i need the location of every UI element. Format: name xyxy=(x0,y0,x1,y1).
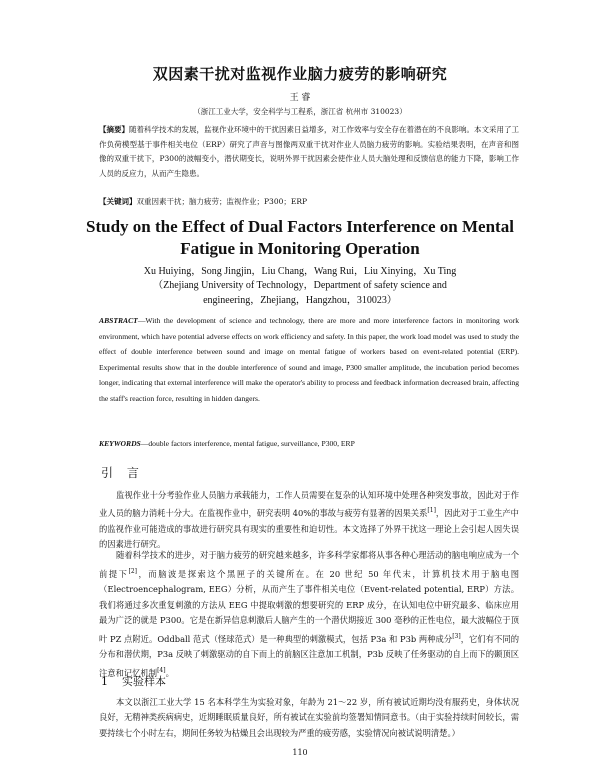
citation-3: [3] xyxy=(452,632,461,640)
english-title-line-1: Study on the Effect of Dual Factors Interference on Mental xyxy=(86,217,514,236)
section-1-paragraph: 本文以浙江工业大学 15 名本科学生为实验对象，年龄为 21～22 岁，所有被试近期均没有服药史，身体状况良好，无精神类疾病病史，近期睡眠质量良好，所有被试在实验前均签署知情同意书。（由于实验持续时间较长，需要持续七个小时左右，期间任务较为枯燥且会出现较为严重的疲劳感，实验情况向被试说明清楚。） xyxy=(99,697,519,738)
english-affiliation: （Zhejiang University of Technology，Department of safety science and engineering，Zhejiang，Hangzhou，310023） xyxy=(153,280,447,306)
intro-p1-text-b: ，因此对于工业生产中的监视作业可能造成的事故进行研究具有现实的重要性和迫切性。本文选择了外界干扰这一理论上会引起人因失误的因素进行研究。 xyxy=(99,508,519,549)
intro-p2-text-a: 随着科学技术的进步，对于脑力疲劳的研究越来越多，许多科学家都将从事各种心理活动的脑电响应成为一个前提下 xyxy=(99,550,519,579)
english-keywords-text: —double factors interference, mental fatigue, surveillance, P300, ERP xyxy=(140,439,355,448)
chinese-title: 双因素干扰对监视作业脑力疲劳的影响研究 xyxy=(152,65,448,83)
chinese-abstract xyxy=(99,123,519,181)
citation-2: [2] xyxy=(128,567,138,575)
english-title-line-2: Fatigue in Monitoring Operation xyxy=(180,239,420,258)
english-authors: Xu Huiying，Song Jingjin，Liu Chang，Wang Rui，Liu Xinying，Xu Ting xyxy=(143,266,457,277)
intro-p1-text-a: 监视作业十分考验作业人员脑力承载能力，工作人员需要在复杂的认知环境中处理各种突发事故，因此对于作业人员的脑力消耗十分大。在监视作业中，研究表明 40%的事故与疲劳有显著的因果关系 xyxy=(99,490,519,519)
intro-p2-text-c: ，它们有不同的分布和潜伏期，P3a 反映了刺激驱动的自下而上的前脑区注意加工机制，P3b 反映了任务驱动的自上而下的颞顶区注意和记忆机制 xyxy=(99,633,519,678)
citation-4: [4] xyxy=(157,666,166,674)
section-1-title: 实验样本 xyxy=(122,675,166,688)
introduction-heading: 引 言 xyxy=(101,466,144,480)
chinese-author: 王 睿 xyxy=(289,93,311,103)
chinese-affiliation: （浙江工业大学，安全科学与工程系，浙江省 杭州市 310023） xyxy=(193,107,407,116)
page-number: 110 xyxy=(292,748,308,757)
english-abstract-text: —With the development of science and technology, there are more and more interference factors in monitoring work environment, which have potential adverse effects on work efficiency and safety. In this paper, the work load model was used to study the effect of double interference between sound and image on mental fatigue of workers based on event-related potential (ERP). Experimental results show that in the double interference of sound and image, P300 smaller amplitude, the incubation period becomes longer, indicating that external interference will make the operator's ability to process and feedback information decreased brain, affecting the staff's reaction force, resulting in hidden dangers. xyxy=(99,316,519,403)
english-title xyxy=(0,216,600,260)
chinese-keywords xyxy=(99,196,519,207)
section-1-heading xyxy=(101,673,166,689)
intro-p2-text-d: 。 xyxy=(165,667,174,678)
chinese-keywords-label: 【关键词】 xyxy=(99,197,137,206)
introduction-paragraph-1 xyxy=(99,488,519,552)
chinese-abstract-label: 【摘要】 xyxy=(99,125,129,134)
english-keywords-label: KEYWORDS xyxy=(99,439,141,448)
chinese-abstract-text: 随着科学技术的发展，监视作业环境中的干扰因素日益增多，对工作效率与安全存在着潜在的不良影响。本文采用了工作负荷模型基于事件相关电位（ERP）研究了声音与图像两双重干扰对作业人员脑力疲劳的影响。实验结果表明，在声音和图像的双重干扰下，P300的波幅变小，潜伏期变长，说明外界干扰因素会使作业人员大脑处理和反馈信息的能力下降，影响工作人员的反应力，从而产生隐患。 xyxy=(99,125,519,178)
introduction-paragraph-2 xyxy=(99,548,519,681)
citation-1: [1] xyxy=(427,507,436,515)
english-abstract-label: ABSTRACT xyxy=(99,316,138,325)
english-abstract xyxy=(99,313,519,407)
section-1-number: 1 xyxy=(101,675,108,688)
chinese-keywords-text: 双重因素干扰；脑力疲劳；监视作业；P300；ERP xyxy=(136,197,308,206)
intro-p2-text-b: ，而脑波是探索这个黑匣子的关键所在。在 20 世纪 50 年代末，计算机技术用于脑电图（Electroencephalogram, EEG）分析，从而产生了事件相关电位（Event-related potential, ERP）方法。我们将通过多次重复刺激的方法从 EEG 中提取刺激的想要研究的 ERP 成分，在认知电位中研究最多、临床应用最为广泛的就是 P300。它是在新异信息刺激后人脑产生的一个潜伏期接近 300 毫秒的正性电位，最大波幅位于顶叶 PZ 点附近。Oddball 范式（怪球范式）是一种典型的刺激模式，包括 P3a 和 P3b 两种成分 xyxy=(99,568,519,644)
english-keywords xyxy=(99,439,519,448)
